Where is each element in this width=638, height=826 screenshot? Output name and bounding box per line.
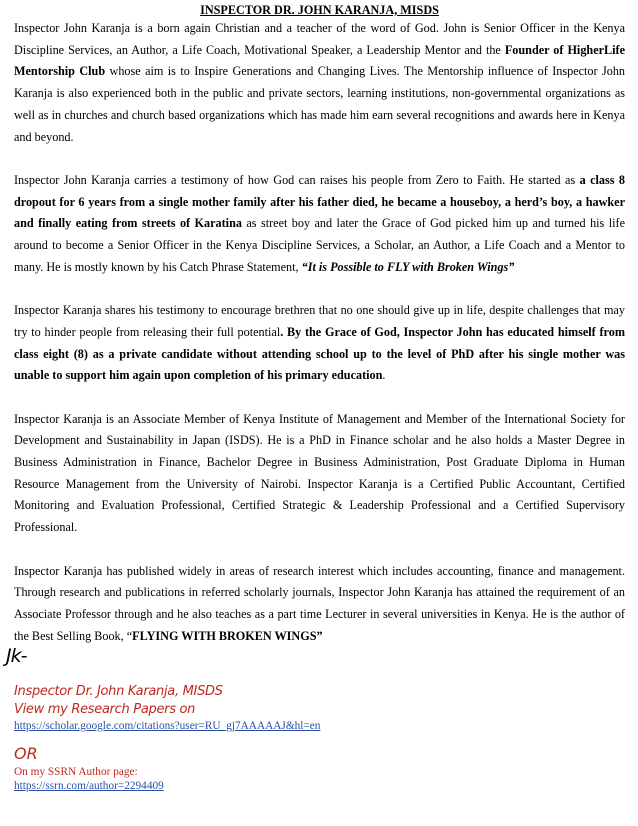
document-title: INSPECTOR DR. JOHN KARANJA, MISDS bbox=[200, 3, 439, 17]
signature-name: Inspector Dr. John Karanja, MISDS bbox=[14, 684, 223, 699]
text-run: whose aim is to Inspire Generations and Changing Lives. The Mentorship influence of Inspector John Karanja is also experienced both in the public and private sectors, learning institutions, non-governmental organizations as well as in churches and church based organizations which has made him earn several recognitions and awards here in Kenya and beyond. bbox=[14, 64, 626, 144]
text-run: Inspector John Karanja is a born again Christian and a teacher of the word of God. John is Senior Officer in the Kenya Discipline Services, an Author, a Life Coach, Motivational Speaker, a Leadership Mentor and the bbox=[14, 21, 625, 57]
bold-run: a class 8 dropout for 6 years from a single mother family after his father died, he became a houseboy, a herd’s boy, a hawker and finally eating from streets of Karatina bbox=[14, 172, 625, 231]
document-page bbox=[14, 0, 625, 647]
or-label: OR bbox=[14, 744, 38, 763]
paragraph-testimony bbox=[14, 170, 625, 279]
paragraph-encouragement bbox=[14, 300, 625, 387]
paragraph-qualifications bbox=[14, 409, 625, 539]
paragraph-publications bbox=[14, 561, 625, 648]
bold-run: . By the Grace of God, Inspector John has educated himself from class eight (8) as a private candidate without attending school up to the level of PhD after his single mother was unable to support him again upon completion of his primary education bbox=[14, 324, 625, 383]
text-run: Inspector Karanja shares his testimony to encourage brethren that no one should give up in life, despite challenges that may try to hinder people from releasing their full potential bbox=[14, 303, 625, 339]
bold-run: Founder of HigherLife Mentorship Club bbox=[14, 42, 625, 79]
text-run: Inspector John Karanja carries a testimony of how God can raises his people from Zero to Faith. He started as bbox=[14, 172, 580, 187]
text-run: . bbox=[382, 368, 386, 383]
book-title: FLYING WITH BROKEN WINGS” bbox=[132, 628, 323, 643]
ssrn-label: On my SSRN Author page: bbox=[14, 766, 138, 778]
catch-phrase: “It is Possible to FLY with Broken Wings” bbox=[301, 259, 515, 274]
google-scholar-link[interactable]: https://scholar.google.com/citations?user=RU_gj7AAAAAJ&hl=en bbox=[14, 720, 321, 732]
text-run: Inspector Karanja has published widely in areas of research interest which includes accounting, finance and management. Through research and publications in referred scholarly journals, Inspector John Karanja has attained the requirement of an Associate Professor through and he also teaches as a part time Lecturer in several universities in Kenya. He is the author of the Best Selling Book, “ bbox=[14, 563, 625, 643]
ssrn-link[interactable]: https://ssrn.com/author=2294409 bbox=[14, 780, 164, 792]
text-run: as street boy and later the Grace of God picked him up and turned his life around to become a Senior Officer in the Kenya Discipline Services, a Scholar, an Author, a Life Coach and a Mentor to many. He is mostly known by his Catch Phrase Statement, bbox=[14, 216, 625, 274]
research-papers-label: View my Research Papers on bbox=[14, 702, 196, 717]
handwritten-signature: Jk- bbox=[6, 645, 27, 667]
paragraph-intro bbox=[14, 18, 625, 148]
text-run: Inspector Karanja is an Associate Member of Kenya Institute of Management and Member of the International Society for Development and Sustainability in Japan (ISDS). He is a PhD in Finance scholar and he also holds a Master Degree in Business Administration in Finance, Bachelor Degree in Business Administration, Post Graduate Diploma in Human Resource Management from the University of Nairobi. Inspector Karanja is a Certified Public Accountant, Certified Monitoring and Evaluation Professional, Certified Strategic & Leadership Professional and a Certified Supervisory Professional. bbox=[14, 411, 625, 535]
